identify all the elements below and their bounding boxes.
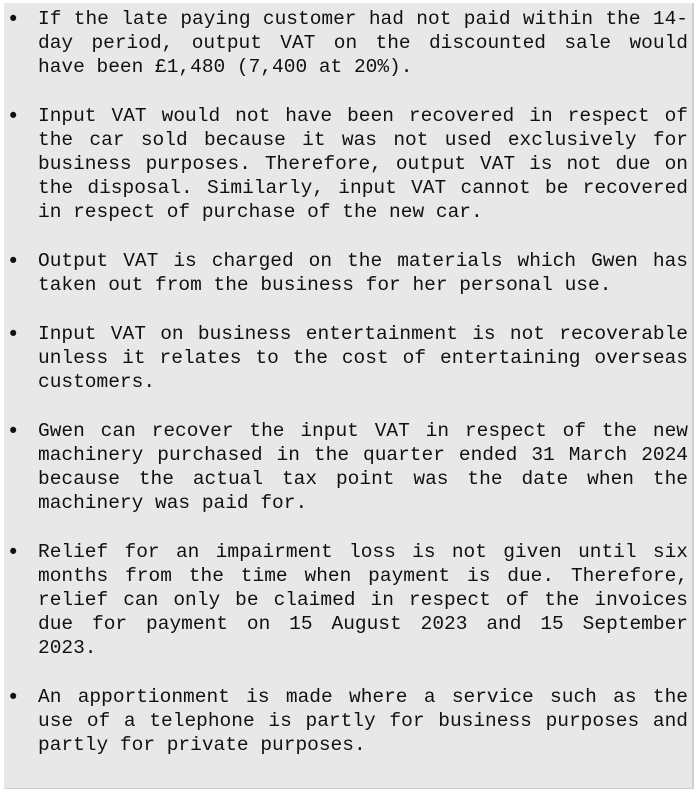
note-item <box>4 685 692 757</box>
bullet-icon: • <box>7 540 20 564</box>
note-item <box>4 7 692 79</box>
note-item <box>4 540 692 660</box>
note-item <box>4 249 692 297</box>
note-text: Gwen can recover the input VAT in respect of the new machinery purchased in the quarter ended 31 March 2024 because the actual tax point was the date when the machinery was paid for. <box>38 420 688 514</box>
notes-panel <box>4 3 694 789</box>
note-text: Input VAT would not have been recovered in respect of the car sold because it was not used exclusively for business purposes. Therefore, output VAT is not due on the disposal. Similarly, input VAT cannot be recovered in respect of purchase of the new car. <box>38 105 688 223</box>
note-text: An apportionment is made where a service such as the use of a telephone is partly for business purposes and partly for private purposes. <box>38 686 688 756</box>
note-text: Output VAT is charged on the materials which Gwen has taken out from the business for her personal use. <box>38 250 688 296</box>
note-item <box>4 322 692 394</box>
bullet-icon: • <box>7 104 20 128</box>
bullet-icon: • <box>7 7 20 31</box>
note-item <box>4 419 692 515</box>
note-text: Input VAT on business entertainment is not recoverable unless it relates to the cost of entertaining overseas customers. <box>38 323 688 393</box>
bullet-icon: • <box>7 685 20 709</box>
note-text: If the late paying customer had not paid within the 14-day period, output VAT on the discounted sale would have been £1,480 (7,400 at 20%). <box>38 8 688 78</box>
note-item <box>4 104 692 224</box>
bullet-icon: • <box>7 419 20 443</box>
bullet-icon: • <box>7 322 20 346</box>
bullet-icon: • <box>7 249 20 273</box>
notes-list <box>4 3 692 757</box>
note-text: Relief for an impairment loss is not given until six months from the time when payment is due. Therefore, relief can only be claimed in respect of the invoices due for payment on 15 August 2023 and 15 September 2023. <box>38 541 688 659</box>
